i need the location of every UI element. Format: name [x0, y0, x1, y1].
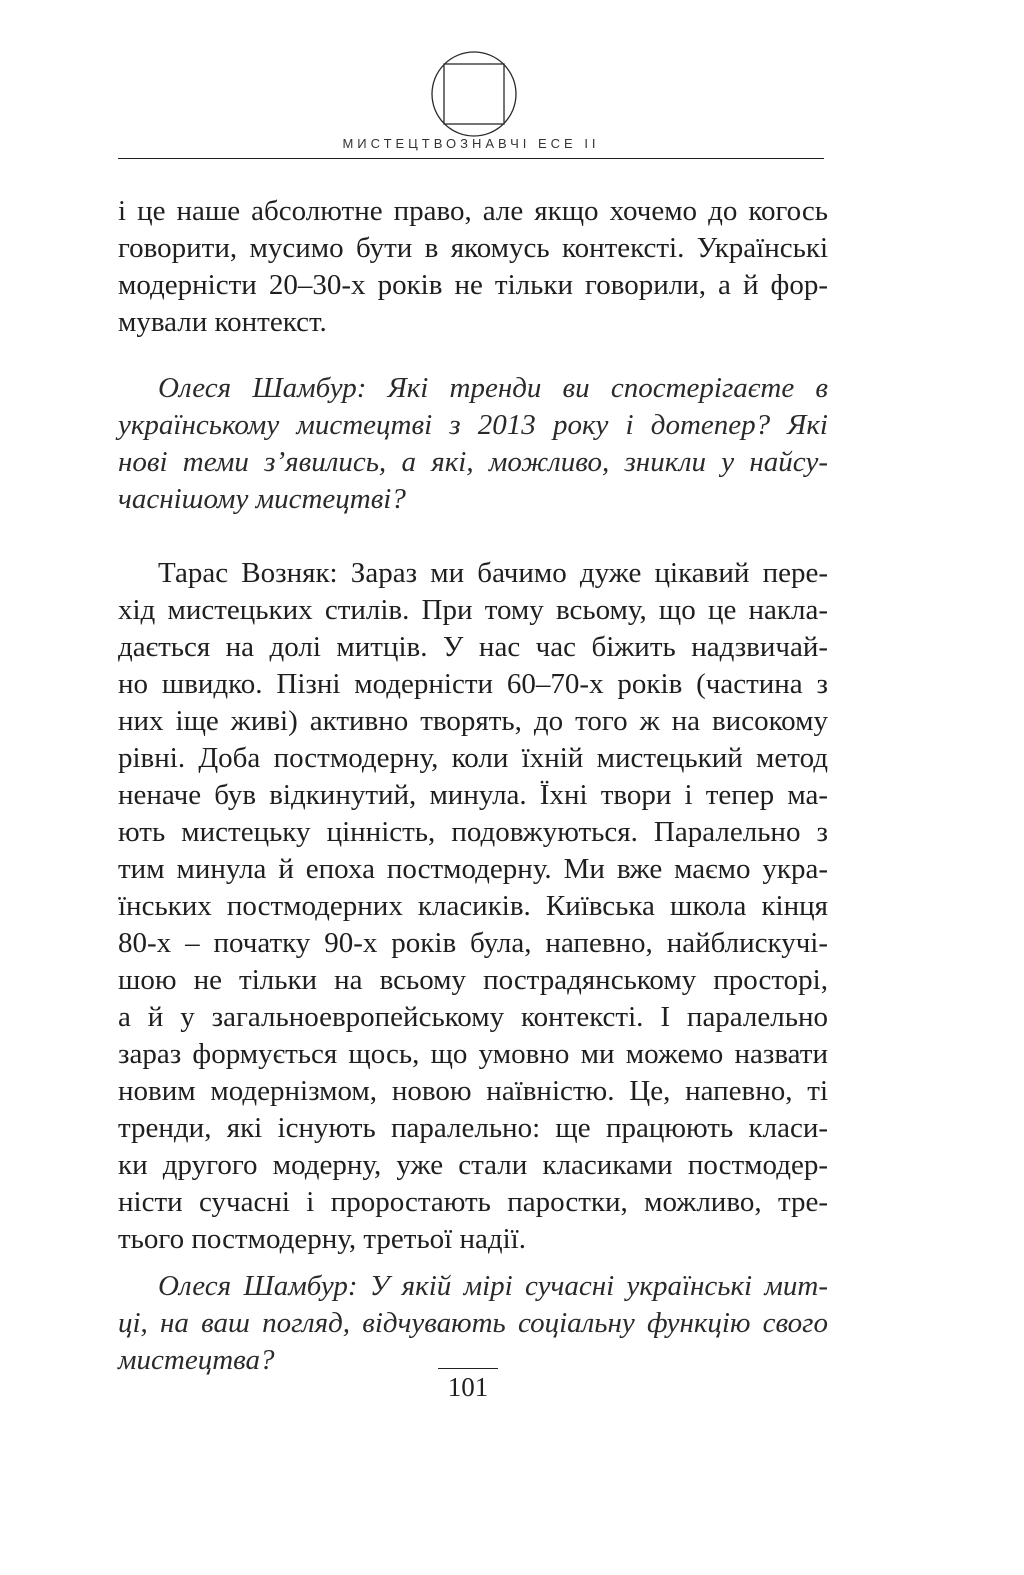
text-line: мували контекст.	[118, 306, 327, 338]
text-line: Тарас Возняк: Зараз ми бачимо дуже цікавий пере-	[158, 557, 828, 589]
text-line: новим модернізмом, новою наївністю. Це, напевно, ті	[118, 1075, 828, 1107]
text-line: ністи сучасні і проростають паростки, можливо, тре-	[118, 1186, 828, 1218]
text-line: дається на долі митців. У нас час біжить надзвичай-	[118, 631, 828, 663]
text-line: шою не тільки на всьому пострадянському просторі,	[118, 964, 828, 996]
text-line: модерністи 20–30-х років не тільки говорили, а й фор-	[118, 269, 828, 301]
interview-question-2	[118, 1268, 828, 1379]
text-line: неначе був відкинутий, минула. Їхні твори і тепер ма-	[118, 779, 828, 811]
text-line: говорити, мусимо бути в якомусь контексті. Українські	[118, 232, 828, 264]
circle-square-emblem-icon	[428, 48, 520, 140]
text-line: ки другого модерну, уже стали класиками постмодер-	[118, 1149, 828, 1181]
header-divider	[118, 158, 824, 159]
text-line: нові теми з’явились, а які, можливо, зникли у найсу-	[118, 446, 828, 478]
interview-question-1	[118, 370, 828, 518]
interview-answer-1	[118, 555, 828, 1258]
text-line: 80-х – початку 90-х років була, напевно, найблискучі-	[118, 927, 828, 959]
running-header-title: МИСТЕЦТВОЗНАВЧІ ЕСЕ ІІ	[342, 136, 600, 151]
text-line: а й у загальноевропейському контексті. І паралельно	[118, 1001, 828, 1033]
text-line: тренди, які існують паралельно: ще працюють класи-	[118, 1112, 828, 1144]
paragraph-continuation	[118, 193, 828, 341]
text-line: рівні. Доба постмодерну, коли їхній мистецький метод	[118, 742, 828, 774]
text-line: українському мистецтві з 2013 року і дотепер? Які	[118, 409, 828, 441]
text-line: них іще живі) активно творять, до того ж на високому	[118, 705, 828, 737]
text-line: но швидко. Пізні модерністи 60–70-х років (частина з	[118, 668, 828, 700]
text-line: їнських постмодерних класиків. Київська школа кінця	[118, 890, 828, 922]
page-number: 101	[438, 1368, 498, 1403]
text-line: зараз формується щось, що умовно ми можемо назвати	[118, 1038, 828, 1070]
text-line: тього постмодерну, третьої надії.	[118, 1223, 526, 1255]
text-line: часнішому мистецтві?	[118, 483, 406, 515]
text-line: Олеся Шамбур: Які тренди ви спостерігаєте в	[158, 372, 828, 404]
text-line: і це наше абсолютне право, але якщо хочемо до когось	[118, 195, 828, 227]
text-line: Олеся Шамбур: У якій мірі сучасні українські мит-	[158, 1270, 828, 1302]
text-line: хід мистецьких стилів. При тому всьому, що це накла-	[118, 594, 828, 626]
text-line: мистецтва?	[118, 1344, 275, 1376]
text-line: тим минула й епоха постмодерну. Ми вже маємо укра-	[118, 853, 828, 885]
text-line: ють мистецьку цінність, подовжуються. Паралельно з	[118, 816, 828, 848]
text-line: ці, на ваш погляд, відчувають соціальну функцію свого	[118, 1307, 828, 1339]
